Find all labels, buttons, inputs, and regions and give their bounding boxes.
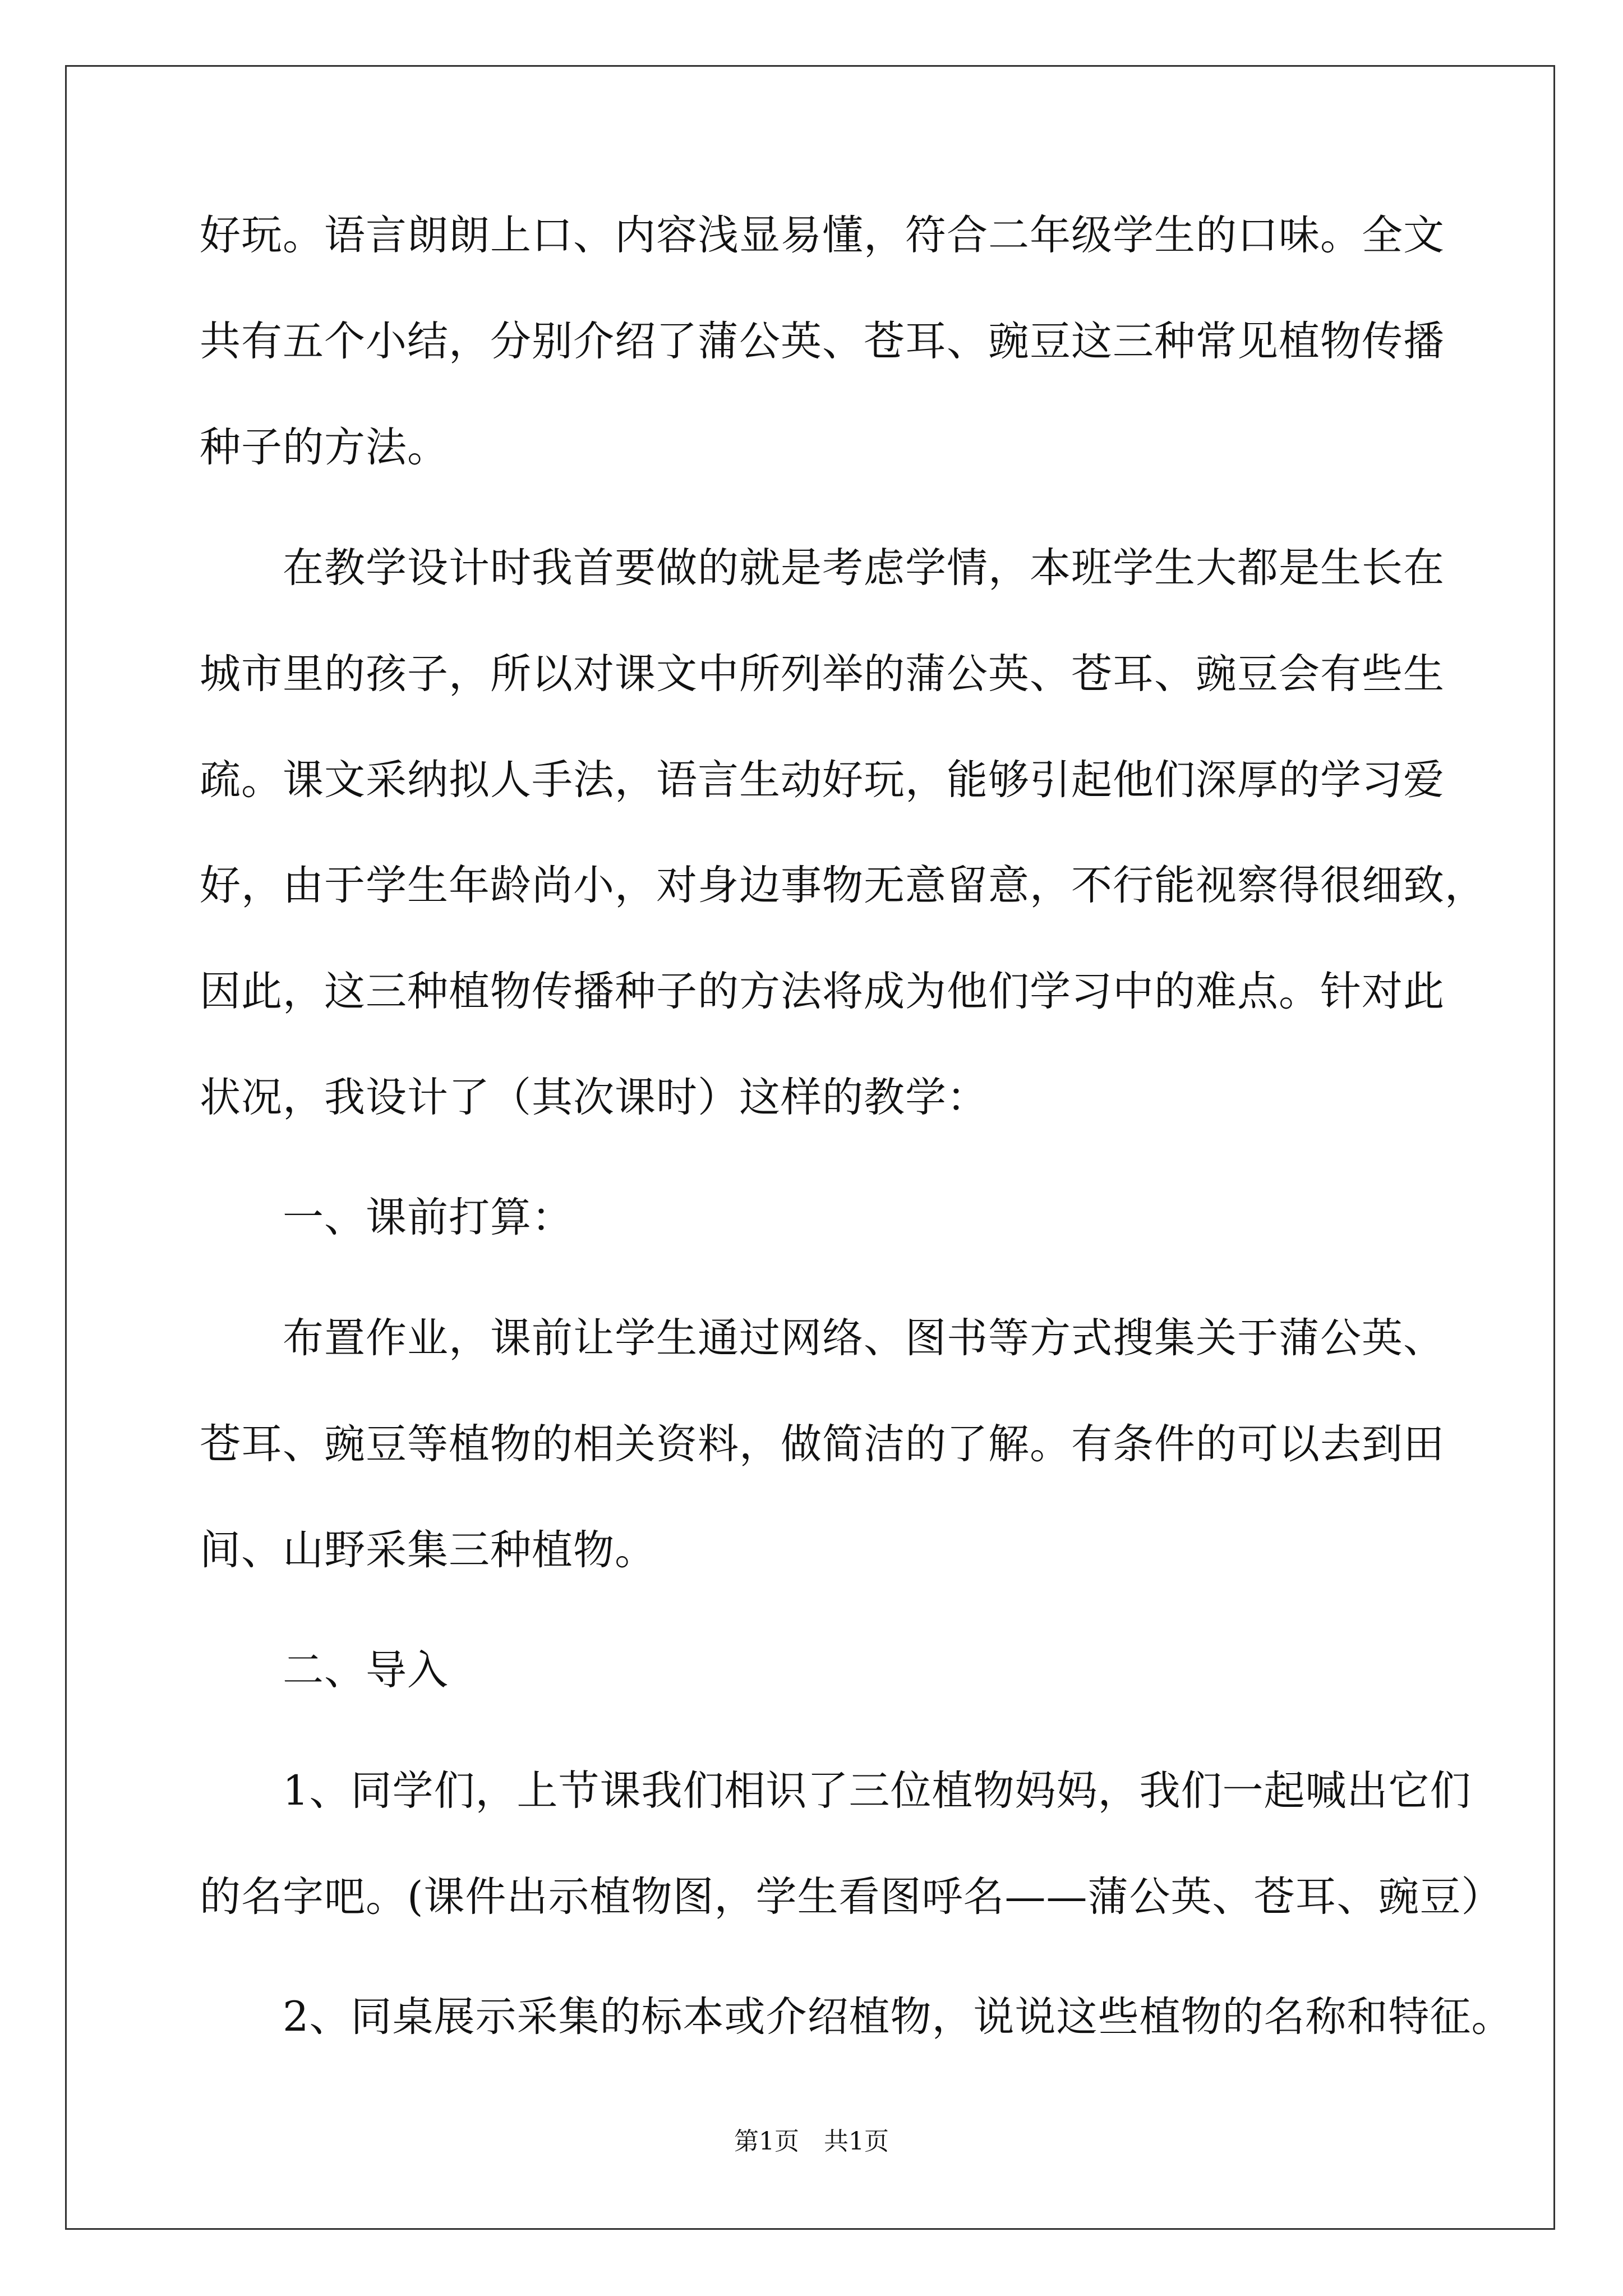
text-line: 因此，这三种植物传播种子的方法将成为他们学习中的难点。针对此 [200, 968, 1445, 1015]
text-line: 二、导入 [200, 1646, 449, 1694]
text-line: 一、课前打算： [200, 1194, 573, 1241]
text-line: 在教学设计时我首要做的就是考虑学情，本班学生大都是生长在 [200, 544, 1445, 592]
text-line: 疏。课文采纳拟人手法，语言生动好玩，能够引起他们深厚的学习爱 [200, 756, 1445, 804]
text-line: 好玩。语言朗朗上口、内容浅显易懂，符合二年级学生的口味。全文 [200, 211, 1445, 259]
text-line: 布置作业，课前让学生通过网络、图书等方式搜集关于蒲公英、 [200, 1314, 1445, 1362]
text-line: 间、山野采集三种植物。 [200, 1526, 656, 1574]
text-line: 好，由于学生年龄尚小，对身边事物无意留意，不行能视察得很细致， [200, 862, 1486, 909]
text-line: 城市里的孩子，所以对课文中所列举的蒲公英、苍耳、豌豆会有些生 [200, 650, 1445, 698]
text-line: 1、同学们，上节课我们相识了三位植物妈妈，我们一起喊出它们 [200, 1767, 1472, 1815]
text-line: 共有五个小结，分别介绍了蒲公英、苍耳、豌豆这三种常见植物传播 [200, 318, 1445, 365]
text-line: 种子的方法。 [200, 424, 449, 471]
page-number-footer: 第1页 共1页 [734, 2127, 889, 2156]
text-line: 状况，我设计了（其次课时）这样的教学： [200, 1074, 988, 1121]
text-line: 苍耳、豌豆等植物的相关资料，做简洁的了解。有条件的可以去到田 [200, 1420, 1445, 1468]
text-line: 2、同桌展示采集的标本或介绍植物，说说这些植物的名称和特征。 [200, 1993, 1513, 2041]
text-line: 的名字吧。(课件出示植物图，学生看图呼名——蒲公英、苍耳、豌豆） [200, 1873, 1503, 1921]
